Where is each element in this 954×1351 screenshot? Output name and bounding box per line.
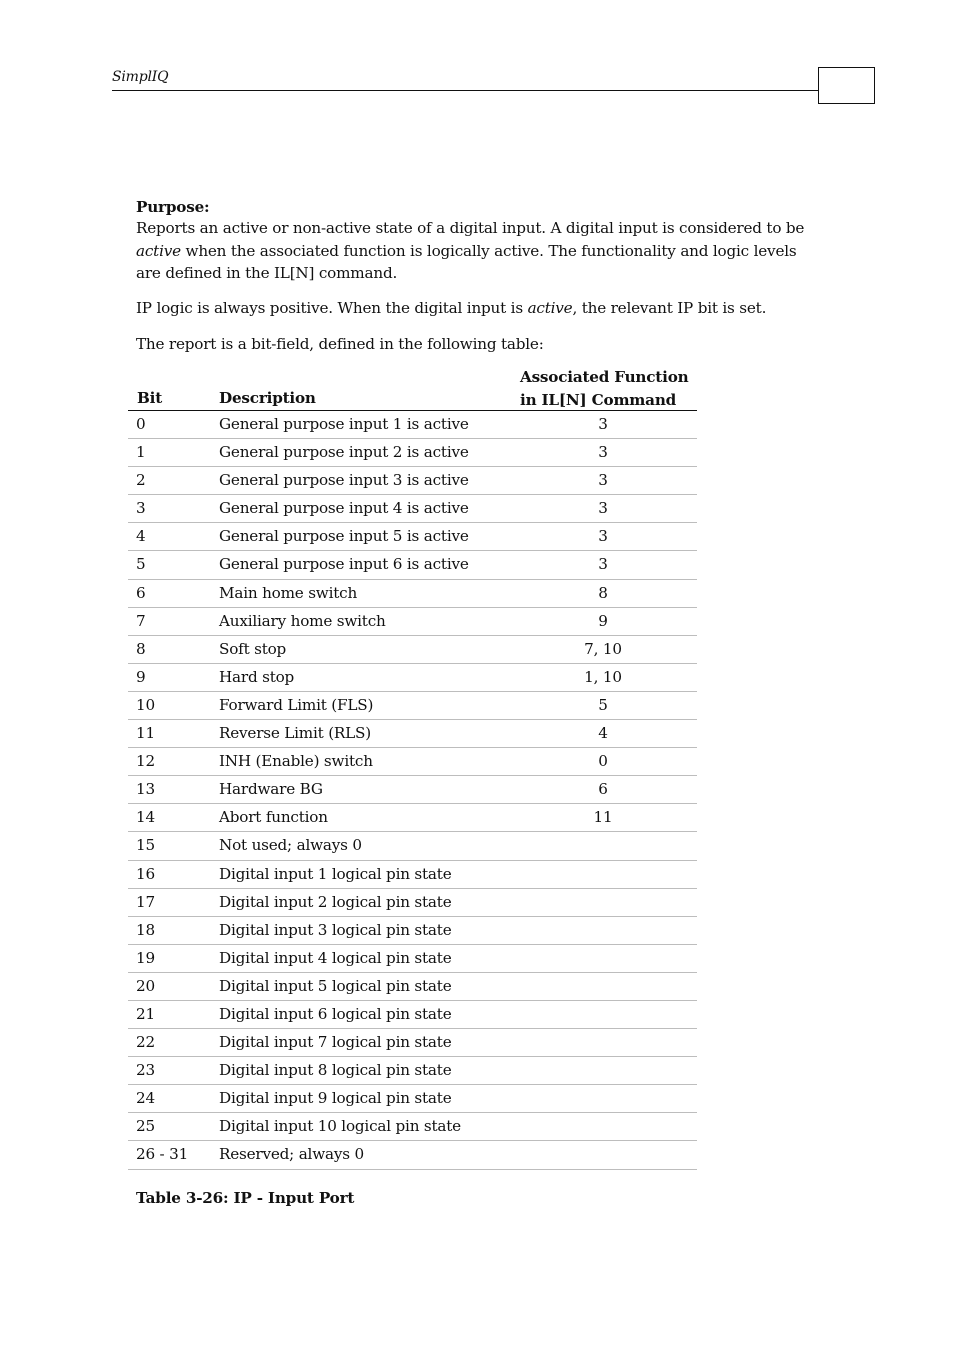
table-row xyxy=(128,945,697,973)
cell-function: 3 xyxy=(598,499,608,518)
cell-function: 3 xyxy=(598,555,608,574)
cell-bit: 0 xyxy=(136,415,146,433)
table-row xyxy=(128,411,697,439)
cell-bit: 25 xyxy=(136,1117,155,1136)
cell-function: 6 xyxy=(598,780,608,799)
table-caption: Table 3-26: IP - Input Port xyxy=(136,1189,355,1207)
table-row xyxy=(128,523,697,551)
table-row xyxy=(128,439,697,467)
cell-bit: 14 xyxy=(136,808,155,827)
cell-bit: 21 xyxy=(136,1004,155,1023)
cell-function: 7, 10 xyxy=(584,639,622,658)
cell-function: 8 xyxy=(598,583,608,602)
cell-description: Digital input 1 logical pin state xyxy=(219,864,452,883)
cell-bit: 24 xyxy=(136,1089,155,1108)
cell-bit: 1 xyxy=(136,443,146,462)
bit-field-table xyxy=(128,364,697,1170)
table-row xyxy=(128,580,697,608)
cell-description: Digital input 6 logical pin state xyxy=(219,1004,452,1023)
cell-description: General purpose input 1 is active xyxy=(219,415,469,433)
cell-function: 11 xyxy=(593,808,613,827)
table-row xyxy=(128,1085,697,1113)
cell-description: Digital input 2 logical pin state xyxy=(219,892,452,911)
header-function-line1: Associated Function xyxy=(520,368,689,386)
table-row xyxy=(128,748,697,776)
cell-description: Abort function xyxy=(219,808,328,827)
cell-function: 5 xyxy=(598,695,608,714)
logic-paragraph xyxy=(136,297,820,320)
paragraph-text: IP logic is always positive. When the digital input is xyxy=(136,299,528,317)
cell-bit: 9 xyxy=(136,667,146,686)
cell-function: 9 xyxy=(598,611,608,630)
table-row xyxy=(128,608,697,636)
cell-description: Digital input 9 logical pin state xyxy=(219,1089,452,1108)
cell-description: Reserved; always 0 xyxy=(219,1145,364,1164)
cell-description: Hard stop xyxy=(219,667,295,686)
header-function xyxy=(520,366,688,412)
cell-description: Digital input 4 logical pin state xyxy=(219,948,452,967)
cell-bit: 8 xyxy=(136,639,146,658)
cell-description: Digital input 3 logical pin state xyxy=(219,920,452,939)
cell-function: 3 xyxy=(598,415,608,433)
cell-bit: 6 xyxy=(136,583,146,602)
cell-bit: 7 xyxy=(136,611,146,630)
cell-bit: 18 xyxy=(136,920,155,939)
table-row xyxy=(128,495,697,523)
cell-bit: 11 xyxy=(136,724,155,743)
cell-description: General purpose input 3 is active xyxy=(219,471,469,490)
cell-description: Hardware BG xyxy=(219,780,323,799)
purpose-label: Purpose: xyxy=(136,198,210,216)
header-bit: Bit xyxy=(137,389,163,407)
cell-function: 3 xyxy=(598,471,608,490)
cell-function: 3 xyxy=(598,527,608,546)
cell-bit: 17 xyxy=(136,892,155,911)
cell-description: Not used; always 0 xyxy=(219,836,362,855)
table-row xyxy=(128,917,697,945)
cell-bit: 13 xyxy=(136,780,155,799)
table-row xyxy=(128,1113,697,1141)
table-row xyxy=(128,1141,697,1169)
cell-description: Soft stop xyxy=(219,639,287,658)
table-intro-paragraph: The report is a bit-field, defined in the following table: xyxy=(136,335,544,353)
table-row xyxy=(128,467,697,495)
cell-function: 1, 10 xyxy=(584,667,622,686)
cell-bit: 19 xyxy=(136,948,155,967)
emphasis-text: active xyxy=(136,241,181,260)
table-row xyxy=(128,889,697,917)
cell-bit: 16 xyxy=(136,864,155,883)
cell-bit: 20 xyxy=(136,976,155,995)
cell-bit: 4 xyxy=(136,527,146,546)
cell-description: Digital input 7 logical pin state xyxy=(219,1033,452,1052)
cell-description: Reverse Limit (RLS) xyxy=(219,724,371,743)
table-row xyxy=(128,1029,697,1057)
table-row xyxy=(128,551,697,579)
cell-description: General purpose input 2 is active xyxy=(219,443,469,462)
cell-bit: 2 xyxy=(136,471,146,490)
cell-description: Digital input 8 logical pin state xyxy=(219,1061,452,1080)
paragraph-text: Reports an active or non-active state of a digital input. A digital input is considered to be xyxy=(136,219,805,237)
table-row xyxy=(128,1057,697,1085)
cell-bit: 26 - 31 xyxy=(136,1145,189,1164)
cell-description: Forward Limit (FLS) xyxy=(219,695,374,714)
header-rule xyxy=(112,90,818,91)
cell-function: 0 xyxy=(598,752,608,771)
table-row xyxy=(128,861,697,889)
cell-description: Digital input 10 logical pin state xyxy=(219,1117,461,1136)
cell-description: Main home switch xyxy=(219,583,358,602)
cell-bit: 22 xyxy=(136,1033,155,1052)
cell-description: INH (Enable) switch xyxy=(219,752,373,771)
header-function-line2: in IL[N] Command xyxy=(520,391,677,409)
cell-function: 3 xyxy=(598,443,608,462)
table-row xyxy=(128,720,697,748)
table-row xyxy=(128,1001,697,1029)
table-row xyxy=(128,832,697,860)
cell-bit: 3 xyxy=(136,499,146,518)
paragraph-text: , the relevant IP bit is set. xyxy=(572,299,767,317)
table-header xyxy=(128,364,697,411)
cell-bit: 10 xyxy=(136,695,155,714)
cell-bit: 15 xyxy=(136,836,155,855)
purpose-paragraph xyxy=(136,217,820,285)
cell-description: General purpose input 4 is active xyxy=(219,499,469,518)
cell-bit: 12 xyxy=(136,752,155,771)
table-row xyxy=(128,776,697,804)
cell-description: Digital input 5 logical pin state xyxy=(219,976,452,995)
header-title: SimplIQ xyxy=(112,69,169,85)
cell-description: Auxiliary home switch xyxy=(219,611,386,630)
table-row xyxy=(128,692,697,720)
cell-bit: 23 xyxy=(136,1061,155,1080)
cell-function: 4 xyxy=(598,724,608,743)
table-row xyxy=(128,636,697,664)
cell-description: General purpose input 5 is active xyxy=(219,527,469,546)
header-description: Description xyxy=(219,389,316,407)
cell-description: General purpose input 6 is active xyxy=(219,555,469,574)
table-row xyxy=(128,804,697,832)
table-row xyxy=(128,664,697,692)
page-number-box xyxy=(818,67,875,104)
cell-bit: 5 xyxy=(136,555,146,574)
table-body xyxy=(128,411,697,1170)
paragraph-text: when the associated function is logically active. The functionality and logic levels are defined in the IL[N] command. xyxy=(136,241,797,282)
table-row xyxy=(128,973,697,1001)
emphasis-text: active xyxy=(527,299,573,317)
